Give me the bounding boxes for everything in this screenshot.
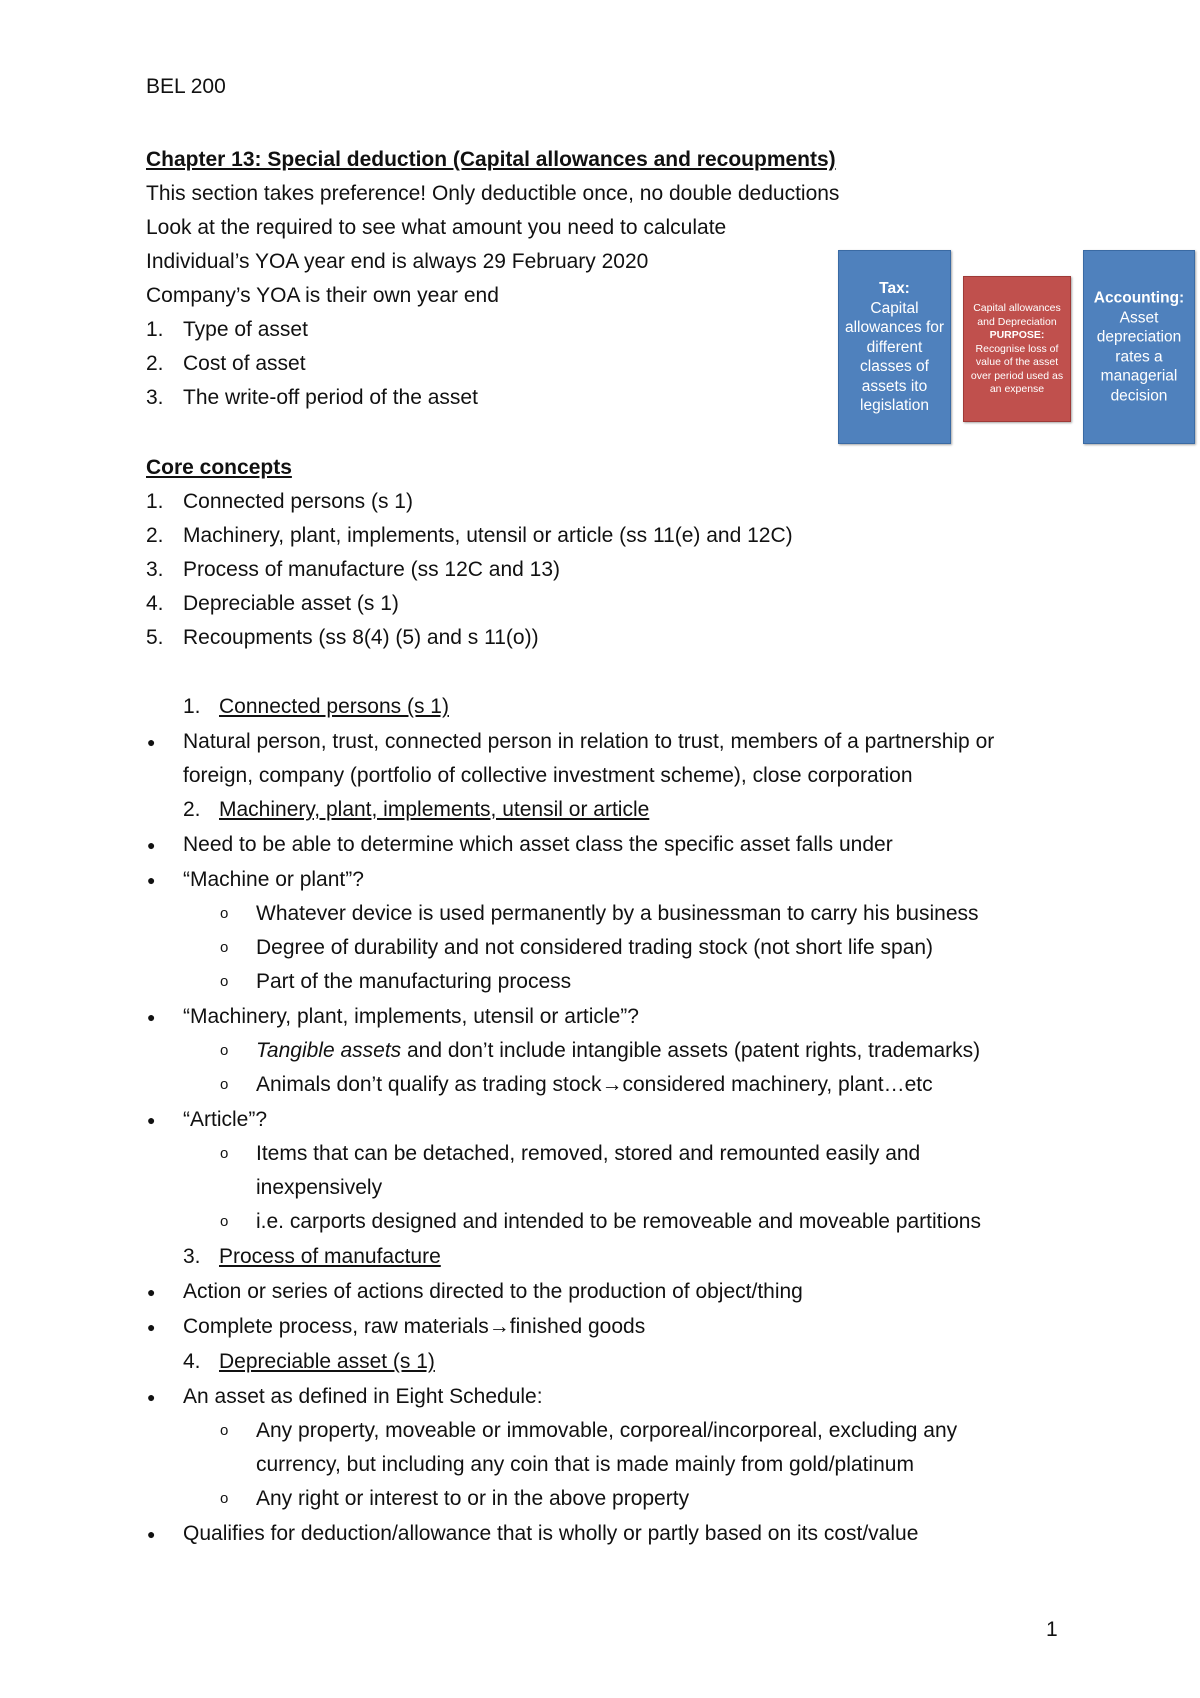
accounting-box-label: Accounting: xyxy=(1093,289,1185,307)
section-heading: Machinery, plant, implements, utensil or article xyxy=(219,798,650,821)
bullet-icon: ● xyxy=(147,837,156,853)
bullet-text: foreign, company (portfolio of collective investment scheme), close corporation xyxy=(183,764,913,787)
intro-line: Look at the required to see what amount you need to calculate xyxy=(146,216,727,239)
list-item: The write-off period of the asset xyxy=(183,386,478,409)
sub-bullet-text: Whatever device is used permanently by a businessman to carry his business xyxy=(256,902,979,925)
course-code: BEL 200 xyxy=(146,75,226,98)
core-number: 4. xyxy=(146,592,164,615)
sub-bullet-icon: o xyxy=(220,905,229,922)
core-number: 5. xyxy=(146,626,164,649)
sub-bullet-text: currency, but including any coin that is made mainly from gold/platinum xyxy=(256,1453,914,1476)
chapter-title: Chapter 13: Special deduction (Capital allowances and recoupments) xyxy=(146,148,836,171)
sub-bullet-text xyxy=(256,1034,980,1068)
core-item: Machinery, plant, implements, utensil or article (ss 11(e) and 12C) xyxy=(183,524,793,547)
bullet-text: Qualifies for deduction/allowance that is wholly or partly based on its cost/value xyxy=(183,1522,919,1545)
section-number: 2. xyxy=(183,798,201,821)
section-heading: Process of manufacture xyxy=(219,1245,441,1268)
bullet-text: “Machine or plant”? xyxy=(183,868,364,891)
accounting-box xyxy=(1083,250,1195,444)
purpose-box-text: Recognise loss of value of the asset over period used as an expense xyxy=(970,342,1064,395)
section-heading: Connected persons (s 1) xyxy=(219,695,449,718)
list-item: Type of asset xyxy=(183,318,308,341)
bullet-icon: ● xyxy=(147,872,156,888)
intro-line: Individual’s YOA year end is always 29 February 2020 xyxy=(146,250,649,273)
sub-bullet-icon: o xyxy=(220,1042,229,1059)
bullet-text: Complete process, raw materials→finished goods xyxy=(183,1315,646,1338)
sub-bullet-text: Degree of durability and not considered trading stock (not short life span) xyxy=(256,936,934,959)
bullet-icon: ● xyxy=(147,1526,156,1542)
core-number: 2. xyxy=(146,524,164,547)
sub-bullet-text: Any right or interest to or in the above property xyxy=(256,1487,690,1510)
bullet-text: Action or series of actions directed to the production of object/thing xyxy=(183,1280,803,1303)
tax-box-text: Capital allowances for different classes of assets ito legislation xyxy=(844,299,945,414)
sub-bullet-text: i.e. carports designed and intended to be removeable and moveable partitions xyxy=(256,1210,981,1233)
emphasis: Tangible assets xyxy=(256,1039,402,1062)
sub-bullet-rest: and don’t include intangible assets (patent rights, trademarks) xyxy=(401,1039,981,1062)
sub-bullet-icon: o xyxy=(220,973,229,990)
bullet-icon: ● xyxy=(147,1009,156,1025)
bullet-text: “Machinery, plant, implements, utensil or article”? xyxy=(183,1005,639,1028)
tax-box-label: Tax: xyxy=(879,279,910,297)
core-item: Depreciable asset (s 1) xyxy=(183,592,399,615)
sub-bullet-icon: o xyxy=(220,1213,229,1230)
core-concepts-title: Core concepts xyxy=(146,456,292,479)
sub-bullet-icon: o xyxy=(220,1145,229,1162)
sub-bullet-icon: o xyxy=(220,1422,229,1439)
bullet-icon: ● xyxy=(147,1319,156,1335)
purpose-box xyxy=(963,276,1071,422)
bullet-icon: ● xyxy=(147,734,156,750)
tax-box xyxy=(838,250,951,444)
bullet-icon: ● xyxy=(147,1389,156,1405)
core-item: Connected persons (s 1) xyxy=(183,490,413,513)
bullet-text: Natural person, trust, connected person in relation to trust, members of a partnership or xyxy=(183,730,995,753)
core-number: 1. xyxy=(146,490,164,513)
bullet-icon: ● xyxy=(147,1284,156,1300)
section-number: 4. xyxy=(183,1350,201,1373)
section-number: 3. xyxy=(183,1245,201,1268)
sub-bullet-text: Any property, moveable or immovable, corporeal/incorporeal, excluding any xyxy=(256,1419,958,1442)
core-item: Process of manufacture (ss 12C and 13) xyxy=(183,558,561,581)
list-number: 2. xyxy=(146,352,164,375)
list-number: 1. xyxy=(146,318,164,341)
sub-bullet-icon: o xyxy=(220,939,229,956)
page-number: 1 xyxy=(1046,1618,1058,1641)
core-item: Recoupments (ss 8(4) (5) and s 11(o)) xyxy=(183,626,539,649)
section-number: 1. xyxy=(183,695,201,718)
list-number: 3. xyxy=(146,386,164,409)
intro-line: This section takes preference! Only deductible once, no double deductions xyxy=(146,182,840,205)
intro-line: Company’s YOA is their own year end xyxy=(146,284,499,307)
sub-bullet-icon: o xyxy=(220,1076,229,1093)
sub-bullet-text: Items that can be detached, removed, stored and remounted easily and xyxy=(256,1142,921,1165)
core-number: 3. xyxy=(146,558,164,581)
bullet-text: Need to be able to determine which asset class the specific asset falls under xyxy=(183,833,893,856)
bullet-text: An asset as defined in Eight Schedule: xyxy=(183,1385,543,1408)
sub-bullet-text: Part of the manufacturing process xyxy=(256,970,572,993)
section-heading: Depreciable asset (s 1) xyxy=(219,1350,435,1373)
sub-bullet-text: Animals don’t qualify as trading stock→considered machinery, plant…etc xyxy=(256,1073,933,1096)
sub-bullet-text: inexpensively xyxy=(256,1176,383,1199)
bullet-text: “Article”? xyxy=(183,1108,268,1131)
accounting-box-text: Asset depreciation rates a managerial decision xyxy=(1096,309,1182,404)
bullet-icon: ● xyxy=(147,1112,156,1128)
sub-bullet-icon: o xyxy=(220,1490,229,1507)
purpose-box-title: Capital allowances and Depreciation xyxy=(973,301,1061,328)
purpose-box-label: PURPOSE: xyxy=(989,328,1045,341)
list-item: Cost of asset xyxy=(183,352,306,375)
